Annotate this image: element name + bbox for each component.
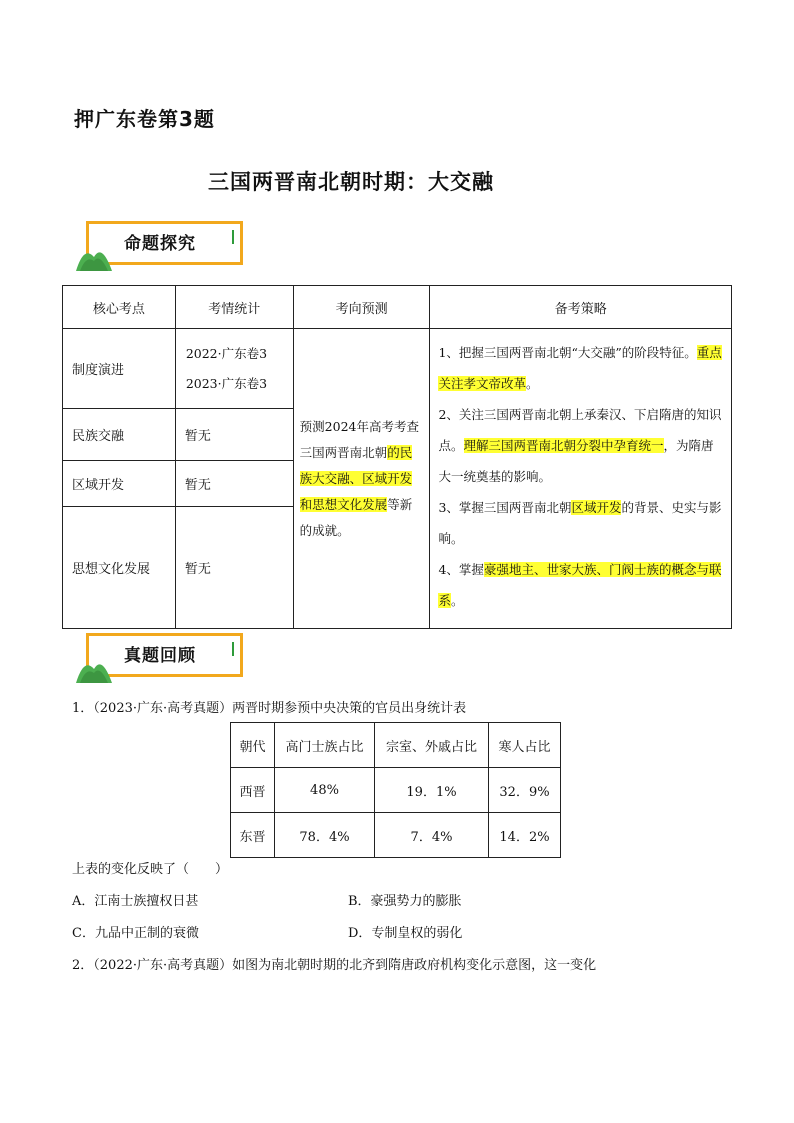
strategy-text: 。: [451, 593, 464, 608]
table-cell: 48%: [275, 768, 375, 813]
strategy-highlight: 重点关注孝文帝改革: [438, 345, 722, 391]
option-c: C．九品中正制的衰微: [72, 926, 199, 941]
strategy-text: 3、掌握三国两晋南北朝: [438, 500, 572, 515]
strategy-item: [438, 337, 723, 399]
table-header-row: [231, 723, 561, 768]
question-2-stem: 2．（2022·广东·高考真题）如图为南北朝时期的北齐到隋唐政府机构变化示意图，这一变化: [72, 958, 597, 973]
section-label: 真题回顾: [124, 646, 196, 666]
stat-line: 2023·广东卷3: [185, 375, 268, 391]
hill-icon: [76, 655, 116, 683]
table-cell: 19．1%: [375, 768, 489, 813]
header-cell: 核心考点: [63, 286, 176, 329]
header-cell: 考向预测: [293, 286, 430, 329]
option-a: A．江南士族擅权日甚: [72, 894, 199, 909]
table-row: [63, 329, 732, 409]
exam-analysis-table: [62, 285, 732, 629]
strategy-highlight: 豪强地主、世家大族、门阀士族的概念与联系: [438, 562, 722, 608]
table-cell: 东晋: [231, 813, 275, 858]
header-cell: 寒人占比: [489, 723, 561, 768]
table-header-row: [63, 286, 732, 329]
stats-cell: 暂无: [175, 507, 293, 629]
header-cell: 高门士族占比: [275, 723, 375, 768]
table-cell: 7．4%: [375, 813, 489, 858]
header-cell: 考情统计: [175, 286, 293, 329]
section-label: 命题探究: [124, 234, 196, 254]
option-d: D．专制皇权的弱化: [348, 926, 463, 941]
strategy-text: 的背景、史实与影响。: [438, 500, 722, 546]
topic-cell: 思想文化发展: [63, 507, 176, 629]
strategy-text: 1、把握三国两晋南北朝“大交融”的阶段特征。: [438, 345, 697, 360]
strategy-text: 4、掌握: [438, 562, 484, 577]
question-1-stem: 1．（2023·广东·高考真题）两晋时期参预中央决策的官员出身统计表: [72, 701, 467, 716]
topic-cell: 区域开发: [63, 461, 176, 507]
topic-cell: 制度演进: [63, 329, 176, 409]
strategy-highlight: 区域开发: [571, 500, 622, 515]
section-badge-explore: [76, 219, 246, 275]
stats-cell: 暂无: [175, 461, 293, 507]
table-row: [231, 768, 561, 813]
strategy-highlight: 理解三国两晋南北朝分裂中孕育统一: [463, 438, 664, 453]
page-title: 押广东卷第3题: [74, 107, 215, 131]
table-cell: 西晋: [231, 768, 275, 813]
table-cell: 14．2%: [489, 813, 561, 858]
strategy-text: ，为隋唐大一统奠基的影响。: [438, 438, 714, 484]
prediction-highlight: 的民族大交融、区域开发和思想文化发展: [299, 444, 413, 512]
prediction-text: 预测2024年高考考查三国两晋南北朝: [299, 418, 419, 460]
header-cell: 宗室、外戚占比: [375, 723, 489, 768]
header-cell: 备考策略: [430, 286, 732, 329]
table-cell: 32．9%: [489, 768, 561, 813]
strategy-cell: [430, 329, 732, 629]
stats-cell: 暂无: [175, 409, 293, 461]
hill-icon: [76, 243, 116, 271]
strategy-item: [438, 554, 723, 616]
stats-cell: [175, 329, 293, 409]
strategy-item: [438, 399, 723, 492]
main-title: 三国两晋南北朝时期：大交融: [208, 170, 494, 194]
option-b: B．豪强势力的膨胀: [348, 894, 462, 909]
header-cell: 朝代: [231, 723, 275, 768]
strategy-item: [438, 492, 723, 554]
prediction-text: 等新的成就。: [299, 496, 413, 538]
prediction-cell: [293, 329, 430, 629]
section-badge-review: [76, 631, 246, 687]
question-1-table: [230, 722, 561, 858]
stat-line: 2022·广东卷3: [185, 345, 268, 361]
question-1-prompt: 上表的变化反映了（ ）: [72, 862, 229, 877]
topic-cell: 民族交融: [63, 409, 176, 461]
strategy-text: 2、关注三国两晋南北朝上承秦汉、下启隋唐的知识点。: [438, 407, 722, 453]
table-row: [231, 813, 561, 858]
table-cell: 78．4%: [275, 813, 375, 858]
strategy-text: 。: [526, 376, 539, 391]
